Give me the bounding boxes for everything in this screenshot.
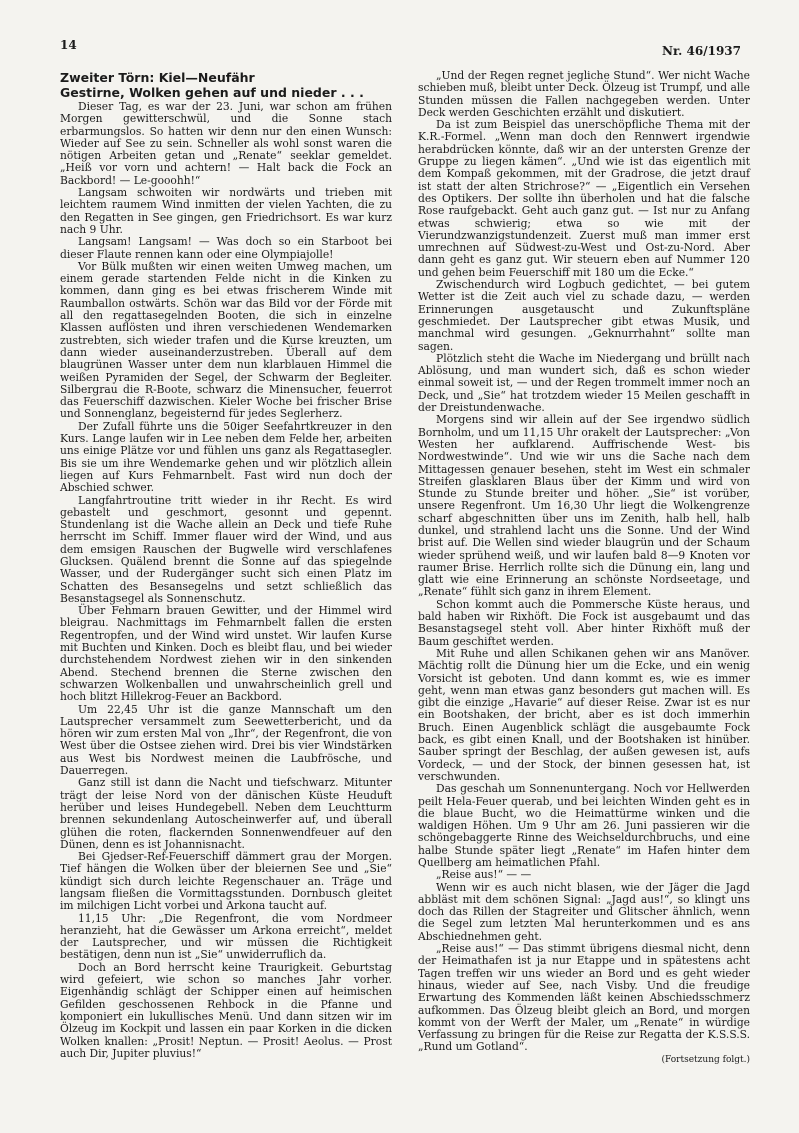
- paragraph: Dieser Tag, es war der 23. Juni, war schon am frühen Morgen gewitterschwül, und die Sonne stach erbarmungslos. So hatten wir denn nur den einen Wunsch: Wieder auf See zu sein. Schneller als wohl sonst waren die nötigen Arbeiten getan und „Renate“ seeklar gemeldet. „Heiß vor vorn und achtern! — Halt back die Fock an Backbord! — Le-gooohh!“: [60, 100, 392, 187]
- paragraph: Der Zufall führte uns die 50iger Seefahrtkreuzer in den Kurs. Lange laufen wir in Lee neben dem Felde her, arbeiten uns einige Plätze vor und fühlen uns ganz als Regattasegler. Bis sie um ihre Wendemarke gehen und wir plötzlich allein liegen auf Kurs Fehmarnbelt. Fast wird nun doch der Abschied schwer.: [60, 419, 392, 495]
- paragraph: Plötzlich steht die Wache im Niedergang und brüllt nach Ablösung, und man wundert sich, daß es schon wieder einmal soweit ist, — und der Regen trommelt immer noch an Deck, und „Sie“ hat trotzdem wieder 15 Meilen geschafft in der Dreistundenwache.: [418, 351, 750, 415]
- paragraph: Da ist zum Beispiel das unerschöpfliche Thema mit der K.R.-Formel. „Wenn man doch den Rennwert irgendwie herabdrücken könnte, daß wir an der untersten Grenze der Gruppe zu liegen kämen“. „Und wie ist das eigentlich mit dem Kompaß gekommen, mit der Gradrose, die jetzt drauf ist statt der alten Strichrose?“ — „Eigentlich ein Versehen des Optikers. Der sollte ihn überholen und hat die falsche Rose raufgebackt. Geht auch ganz gut. — Ist nur zu Anfang etwas schwierig; etwa so wie mit der Vierundzwanzigstundenzeit. Zuerst muß man immer erst umrechnen auf Südwest-zu-West und Ost-zu-Nord. Aber dann geht es ganz gut. Wir steuern eben auf Nummer 120 und gehen beim Feuerschiff mit 180 um die Ecke.“: [418, 118, 750, 279]
- left-column: [60, 70, 392, 1065]
- paragraph: Ganz still ist dann die Nacht und tiefschwarz. Mitunter trägt der leise Nord von der dänischen Küste Heuduft herüber und leises Hundegebell. Neben dem Leuchtturm brennen sekundenlang Autoscheinwerfer auf, und überall glühen die roten, flackernden Sonnenwendfeuer auf den Dünen, denn es ist Johannisnacht.: [60, 776, 392, 851]
- paragraph: Langfahrtroutine tritt wieder in ihr Recht. Es wird gebastelt und geschmort, gesonnt und gepennt. Stundenlang ist die Wache allein an Deck und tiefe Ruhe herrscht im Schiff. Immer flauer wird der Wind, und aus dem emsigen Rauschen der Bugwelle wird verschlafenes Glucksen. Quälend brennt die Sonne auf das spiegelnde Wasser, und der Rudergänger sucht sich einen Platz im Schatten des Besansegelns und setzt schließlich das Besanstagsegel als Sonnenschutz.: [60, 493, 392, 605]
- paragraph: „Und der Regen regnet jegliche Stund“. Wer nicht Wache schieben muß, bleibt unter Deck. Ölzeug ist Trumpf, und alle Stunden müssen die Fallen nachgegeben werden. Unter Deck werden Geschichten erzählt und diskutiert.: [418, 69, 750, 119]
- article-title: Zweiter Törn: Kiel—Neufähr: [60, 70, 255, 85]
- paragraph: „Reise aus!“ — —: [436, 868, 532, 882]
- issue-number: Nr. 46/1937: [661, 44, 741, 58]
- right-column: [418, 70, 750, 1065]
- paragraph: Langsam schwoiten wir nordwärts und trieben mit leichtem raumem Wind inmitten der vielen Yachten, die zu den Regatten in See gingen, gen Friedrichsort. Es war kurz nach 9 Uhr.: [60, 186, 392, 236]
- paragraph: „Reise aus!“ — Das stimmt übrigens diesmal nicht, denn der Heimathafen ist ja nur Etappe und in spätestens acht Tagen treffen wir uns wieder an Bord und es geht wieder hinaus, wieder auf See, nach Visby. Und die freudige Erwartung des Kommenden läßt keinen Abschiedsschmerz aufkommen. Das Ölzeug bleibt gleich an Bord, und morgen kommt von der Werft der Maler, um „Renate“ in würdige Verfassung zu bringen für die Reise zur Regatta der K.S.S.S. „Rund um Gotland“.: [418, 942, 750, 1054]
- paragraph: Schon kommt auch die Pommersche Küste heraus, und bald haben wir Rixhöft. Die Fock ist ausgebaumt und das Besanstagsegel steht voll. Aber hinter Rixhöft muß der Baum geschiftet werden.: [418, 597, 750, 648]
- paragraph: Doch an Bord herrscht keine Traurigkeit. Geburtstag wird gefeiert, wie schon so manches Jahr vorher. Eigenhändig schlägt der Schipper einen auf heimischen Gefilden geschossenen Rehbock in die Pfanne und komponiert ein lukullisches Menü. Und dann sitzen wir im Ölzeug im Kockpit und lassen ein paar Korken in die dicken Wolken knallen: „Prosit! Neptun. — Prosit! Aeolus. — Prost auch Dir, Jupiter pluvius!“: [60, 960, 392, 1060]
- paragraph: Bei Gjedser-Ref-Feuerschiff dämmert grau der Morgen. Tief hängen die Wolken über der bleiernen See und „Sie“ kündigt sich durch leichte Regenschauer an. Träge und langsam fließen die Vormittagsstunden. Dornbusch gleitet im milchigen Licht vorbei und Arkona taucht auf.: [60, 850, 392, 913]
- article-subtitle: Gestirne, Wolken gehen auf und nieder . . .: [60, 85, 364, 100]
- continuation-note: (Fortsetzung folgt.): [661, 1054, 750, 1065]
- paragraph: 11,15 Uhr: „Die Regenfront, die vom Nordmeer heranzieht, hat die Gewässer um Arkona erreicht“, meldet der Lautsprecher, und wir müssen die Richtigkeit bestätigen, denn nun ist „Sie“ unwiderruflich da.: [60, 911, 392, 962]
- article-headline: [60, 70, 392, 100]
- paragraph: Langsam! Langsam! — Was doch so ein Starboot bei dieser Flaute rennen kann oder eine Olympiajolle!: [60, 235, 392, 261]
- article-body: [60, 70, 750, 1065]
- paragraph: Wenn wir es auch nicht blasen, wie der Jäger die Jagd abbläst mit dem schönen Signal: „Jagd aus!“, so klingt uns doch das Rillen der Stagreiter und Glitscher ähnlich, wenn die Segel zum letzten Mal herunterkommen und es ans Abschiednehmen geht.: [418, 880, 750, 943]
- paragraph: Um 22,45 Uhr ist die ganze Mannschaft um den Lautsprecher versammelt zum Seewetterbericht, und da hören wir zum ersten Mal von „Ihr“, der Regenfront, die von West über die Ostsee ziehen wird. Drei bis vier Windstärken aus West bis Nordwest meinen die Laubfrösche, und Dauerregen.: [60, 702, 392, 778]
- paragraph: Über Fehmarn brauen Gewitter, und der Himmel wird bleigrau. Nachmittags im Fehmarnbelt fallen die ersten Regentropfen, und der Wind wird unstet. Wir laufen Kurse mit Buchten und Kinken. Doch es bleibt flau, und bei wieder durchstehendem Nordwest ziehen wir in den sinkenden Abend. Stechend brennen die Sterne zwischen den schwarzen Wolkenballen und unwahrscheinlich grell und hoch blitzt Hillekrog-Feuer an Backbord.: [60, 604, 392, 704]
- paragraph: Vor Bülk mußten wir einen weiten Umweg machen, um einem gerade startenden Felde nicht in die Kinken zu kommen, dann ging es bei etwas frischerem Winde mit Raumballon ostwärts. Schön war das Bild vor der Förde mit all den regattasegelnden Booten, die sich in einzelne Klassen auflösten und ihren verschiedenen Wendemarken zustrebten, sich wieder trafen und die Kurse kreuzten, um dann wieder auseinanderzustreben. Überall auf dem blaugrünen Wasser unter dem nun klarblauen Himmel die weißen Pyramiden der Segel, der Schwarm der Begleiter. Silbergrau die R-Boote, schwarz die Minensucher, feuerrot das Feuerschiff dazwischen. Kieler Woche bei frischer Brise und Sonnenglanz, begeisternd für jedes Seglerherz.: [60, 259, 392, 421]
- paragraph: Morgens sind wir allein auf der See irgendwo südlich Bornholm, und um 11,15 Uhr orakelt der Lautsprecher: „Von Westen her aufklarend. Auffrischende West- bis Nordwestwinde“. Und wie wir uns die Sache nach dem Mittagessen genauer besehen, steht im West ein schmaler Streifen glasklaren Blaus über der Kimm und wird von Stunde zu Stunde breiter und höher. „Sie“ ist vorüber, unsere Regenfront. Um 16,30 Uhr liegt die Wolkengrenze scharf abgeschnitten über uns im Zenith, halb hell, halb dunkel, und strahlend lacht uns die Sonne. Und der Wind brist auf. Die Wellen sind wieder blaugrün und der Schaum wieder sprühend weiß, und wir laufen bald 8—9 Knoten vor raumer Brise. Herrlich rollte sich die Dünung ein, lang und glatt wie eine Erinnerung an schönste Nordseetage, und „Renate“ fühlt sich ganz in ihrem Element.: [418, 413, 750, 599]
- paragraph: Mit Ruhe und allen Schikanen gehen wir ans Manöver. Mächtig rollt die Dünung hier um die Ecke, und ein wenig Vorsicht ist geboten. Und dann kommt es, wie es immer geht, wenn man etwas ganz besonders gut machen will. Es gibt die einzige „Havarie“ auf dieser Reise. Zwar ist es nur ein Bootshaken, der bricht, aber es ist doch immerhin Bruch. Einen Augenblick schlägt die ausgebaumte Fock back, es gibt einen Knall, und der Bootshaken ist hinüber. Sauber springt der Beschlag, der außen gewesen ist, aufs Vordeck, — und der Stock, der binnen gesessen hat, ist verschwunden.: [418, 646, 750, 783]
- paragraph: Zwischendurch wird Logbuch gedichtet, — bei gutem Wetter ist die Zeit auch viel zu schade dazu, — werden Erinnerungen ausgetauscht und Zukunftspläne geschmiedet. Der Lautsprecher gibt etwas Musik, und manchmal wird gesungen. „Geknurrhahnt“ sollte man sagen.: [418, 278, 750, 353]
- paragraph: Das geschah um Sonnenuntergang. Noch vor Hellwerden peilt Hela-Feuer querab, und bei leichten Winden geht es in die blaue Bucht, wo die Heimattürme winken und die waldigen Höhen. Um 9 Uhr am 26. Juni passieren wir die schöngebaggerte Rinne des Weichseldurchbruchs, und eine halbe Stunde später liegt „Renate“ im Hafen hinter dem Quellberg am heimatlichen Pfahl.: [418, 782, 750, 869]
- page-number: 14: [60, 38, 77, 52]
